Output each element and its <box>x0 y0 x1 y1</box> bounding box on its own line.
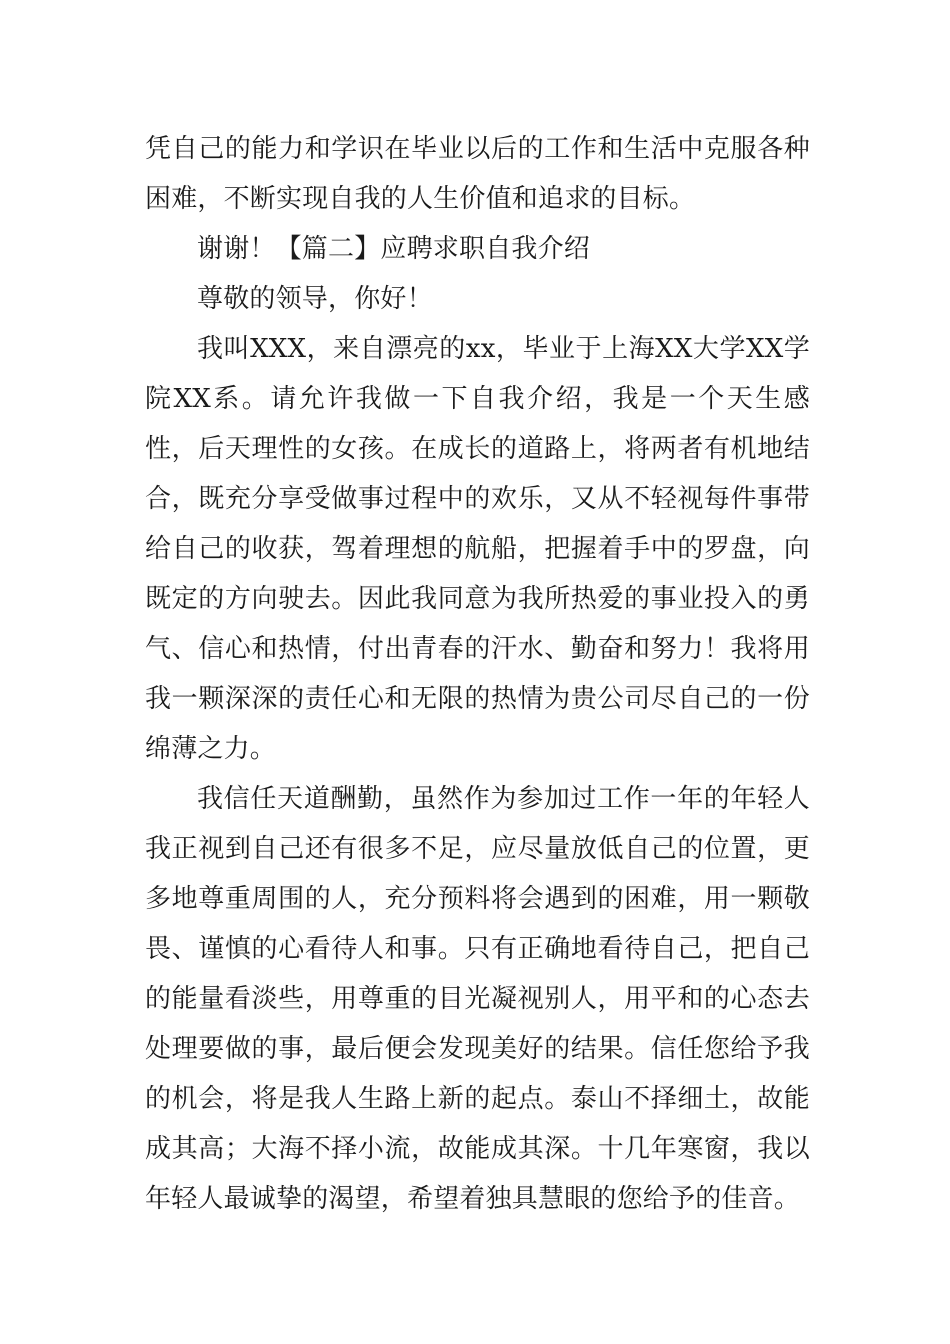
paragraph-thanks-heading: 谢谢！【篇二】应聘求职自我介绍 <box>197 234 591 264</box>
paragraph-continuation: 凭自己的能力和学识在毕业以后的工作和生活中克服各种困难，不断实现自我的人生价值和追求的目标。 <box>145 134 810 214</box>
document-body <box>145 124 810 1224</box>
paragraph-introduction: 我叫XXX，来自漂亮的xx，毕业于上海XX大学XX学院XX系。请允许我做一下自我介绍，我是一个天生感性，后天理性的女孩。在成长的道路上，将两者有机地结合，既充分享受做事过程中的欢乐，又从不轻视每件事带给自己的收获，驾着理想的航船，把握着手中的罗盘，向既定的方向驶去。因此我同意为我所热爱的事业投入的勇气、信心和热情，付出青春的汗水、勤奋和努力！我将用我一颗深深的责任心和无限的热情为贵公司尽自己的一份绵薄之力。 <box>145 334 810 764</box>
paragraph-belief: 我信任天道酬勤，虽然作为参加过工作一年的年轻人我正视到自己还有很多不足，应尽量放低自己的位置，更多地尊重周围的人，充分预料将会遇到的困难，用一颗敬畏、谨慎的心看待人和事。只有正确地看待自己，把自己的能量看淡些，用尊重的目光凝视别人，用平和的心态去处理要做的事，最后便会发现美好的结果。信任您给予我的机会，将是我人生路上新的起点。泰山不择细土，故能成其高；大海不择小流，故能成其深。十几年寒窗，我以年轻人最诚挚的渴望，希望着独具慧眼的您给予的佳音。 <box>145 784 810 1214</box>
paragraph-greeting: 尊敬的领导，你好！ <box>197 284 433 314</box>
